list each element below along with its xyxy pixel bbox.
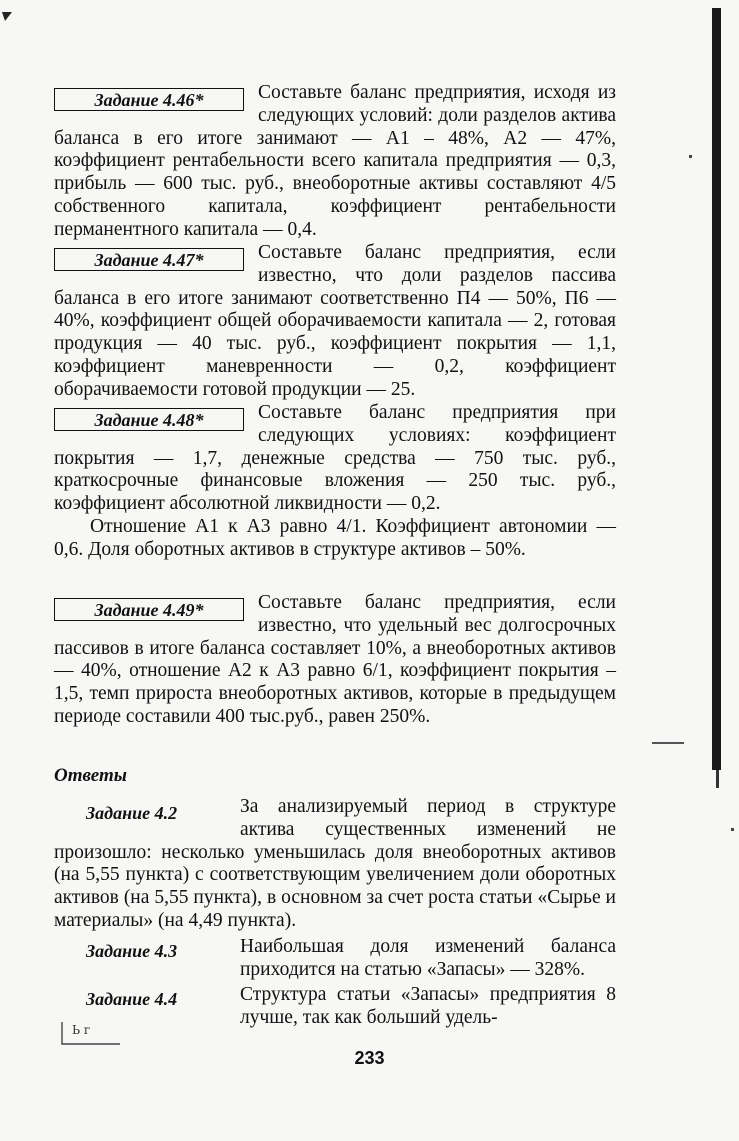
- task-label-box: Задание 4.49*: [54, 598, 244, 621]
- task-label-box: Задание 4.47*: [54, 248, 244, 271]
- task-label-box: Задание 4.48*: [54, 408, 244, 431]
- scan-speck: [731, 828, 734, 831]
- answer-text: За анализируемый период в структуре актива существенных изменений не произошло: несколько уменьшилась доля внеоборотных активов (на 5,55 пункта) с соответствующим увеличением доли оборотных активов (на 5,55 пункта), в основном за счет роста статьи «Сырье и материалы» (на 4,49 пункта).: [54, 796, 616, 931]
- task-text: Составьте баланс предприятия, исходя из следующих условий: доли разделов актива баланса в его итоге занимают — А1 – 48%, А2 — 47%, коэффициент рентабельности всего капитала предприятия — 0,3, прибыль — 600 тыс. руб., внеоборотные активы составляют 4/5 собственного капитала, коэффициент рентабельности перманентного капитала — 0,4.: [54, 82, 616, 240]
- task-text: Составьте баланс предприятия при следующих условиях: коэффициент покрытия — 1,7, денежные средства — 750 тыс. руб., краткосрочные финансовые вложения — 250 тыс. руб., коэффициент абсолютной ликвидности — 0,2.: [54, 402, 616, 515]
- stamp-text: Ь г: [72, 1023, 91, 1037]
- answer-label: Задание 4.4: [86, 989, 178, 1009]
- answer-label: Задание 4.3: [86, 941, 178, 961]
- answer-text: Структура статьи «Запасы» предприятия 8 лучше, так как больший удель-: [240, 984, 616, 1028]
- task-text: Составьте баланс предприятия, если известно, что удельный вес долгосрочных пассивов в итоге баланса составляет 10%, а внеоборотных активов — 40%, отношение А2 к А3 равно 6/1, коэффициент покрытия – 1,5, темп прироста внеоборотных активов, которые в предыдущем периоде составили 400 тыс.руб., равен 250%.: [54, 592, 616, 727]
- task-text-continued: Отношение А1 к А3 равно 4/1. Коэффициент автономии — 0,6. Доля оборотных активов в структуре активов – 50%.: [54, 515, 616, 560]
- answers-heading: Ответы: [54, 765, 127, 786]
- corner-mark-icon: [2, 12, 12, 21]
- answer-label: Задание 4.2: [86, 803, 178, 823]
- scan-edge-shadow: [712, 8, 721, 770]
- answer-4-4: [54, 984, 616, 1032]
- ink-stamp-mark: [58, 1020, 124, 1046]
- scan-speck: [689, 155, 692, 158]
- answer-4-3: [54, 936, 616, 984]
- answer-4-2: [54, 796, 616, 933]
- task-4-49: [54, 592, 616, 729]
- task-4-47: [54, 242, 616, 402]
- page-number: 233: [354, 1048, 385, 1068]
- answer-text: Наибольшая доля изменений баланса приходится на статью «Запасы» — 328%.: [240, 936, 616, 980]
- margin-mark: [652, 742, 684, 744]
- task-text: Составьте баланс предприятия, если известно, что доли разделов пассива баланса в его итоге занимают соответственно П4 — 50%, П6 — 40%, коэффициент общей оборачиваемости капитала — 2, готовая продукция — 40 тыс. руб., коэффициент покрытия — 1,1, коэффициент маневренности — 0,2, коэффициент оборачиваемости готовой продукции — 25.: [54, 242, 616, 400]
- task-4-48: [54, 402, 616, 562]
- scan-edge-shadow-tail: [716, 770, 719, 788]
- task-4-46: [54, 82, 616, 242]
- task-label-box: Задание 4.46*: [54, 88, 244, 111]
